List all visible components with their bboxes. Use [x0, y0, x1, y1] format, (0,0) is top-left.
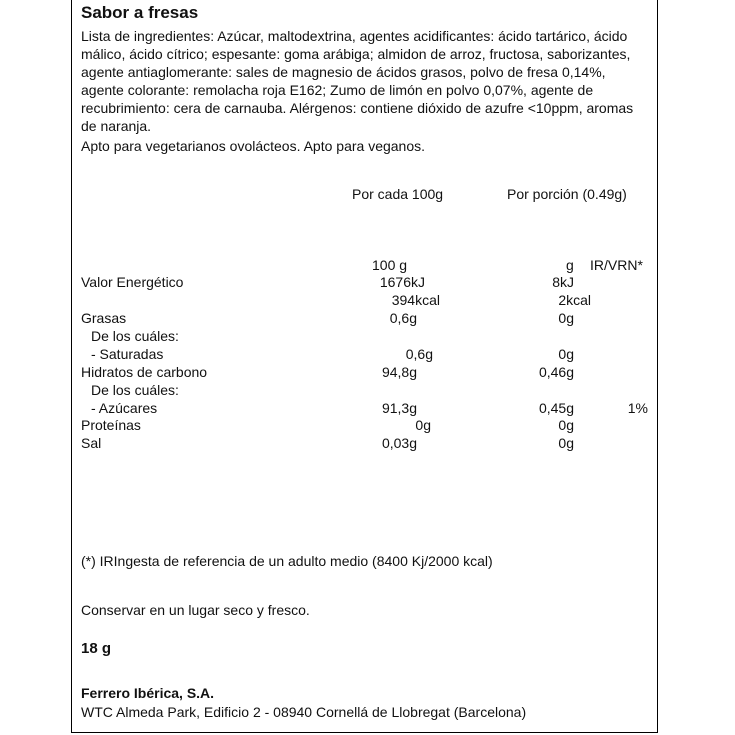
unit-100g: 100 g: [372, 257, 408, 273]
row-saturated-portion: 0g: [558, 346, 574, 362]
row-protein-name: Proteínas: [81, 417, 141, 433]
ingredients-text: Lista de ingredientes: Azúcar, maltodextrina, agentes acidificantes: ácido tartárico, ácido málico, ácido cítrico; espesante: goma arábiga; almidon de arroz, fructosa, saborizantes, agente antiaglomerante: sales de magnesio de ácidos grasos, polvo de fresa 0,14%, agente colorante: remolacha roja E162; Zumo de limón en polvo 0,07%, agente de recubrimiento: cera de carnauba. Alérgenos: contiene dióxido de azufre <10ppm, aromas de naranja.: [81, 28, 634, 135]
row-carbs-of-which: De los cuáles:: [91, 382, 179, 398]
header-per-100g: Por cada 100g: [352, 186, 444, 202]
row-salt-portion: 0g: [558, 435, 574, 451]
row-fat-100: 0,6g: [389, 310, 417, 326]
row-salt-100: 0,03g: [381, 435, 417, 451]
company-address: WTC Almeda Park, Edificio 2 - 08940 Cornellá de Llobregat (Barcelona): [81, 704, 527, 720]
row-carbs-name: Hidratos de carbono: [81, 364, 208, 380]
row-protein-100: 0g: [415, 417, 431, 433]
header-per-portion: Por porción (0.49g): [507, 186, 627, 202]
row-energy-portion-kcal: 2kcal: [558, 292, 591, 308]
row-sugars-name: - Azúcares: [91, 400, 158, 416]
row-energy-100-kcal: 394kcal: [391, 292, 440, 308]
diet-text: Apto para vegetarianos ovolácteos. Apto para veganos.: [81, 138, 426, 154]
row-salt-name: Sal: [81, 435, 102, 451]
storage-text: Conservar en un lugar seco y fresco.: [81, 602, 310, 618]
row-sugars-ir: 1%: [627, 400, 648, 416]
row-energy-name: Valor Energético: [81, 274, 184, 290]
net-weight: 18 g: [81, 640, 112, 657]
company-name: Ferrero Ibérica, S.A.: [81, 685, 215, 701]
row-protein-portion: 0g: [558, 417, 574, 433]
row-energy-portion-kj: 8kJ: [552, 274, 574, 290]
row-energy-100-kj: 1676kJ: [379, 274, 425, 290]
row-sugars-portion: 0,45g: [538, 400, 574, 416]
row-carbs-portion: 0,46g: [538, 364, 574, 380]
row-carbs-100: 94,8g: [381, 364, 417, 380]
footnote: (*) IRIngesta de referencia de un adulto medio (8400 Kj/2000 kcal): [81, 553, 493, 569]
row-saturated-100: 0,6g: [405, 346, 433, 362]
row-fat-name: Grasas: [81, 310, 127, 326]
row-saturated-name: - Saturadas: [91, 346, 164, 362]
unit-ir: IR/VRN*: [590, 257, 643, 273]
unit-portion: g: [566, 257, 574, 273]
row-fat-of-which: De los cuáles:: [91, 328, 179, 344]
row-fat-portion: 0g: [558, 310, 574, 326]
product-title: Sabor a fresas: [81, 3, 199, 22]
row-sugars-100: 91,3g: [381, 400, 417, 416]
